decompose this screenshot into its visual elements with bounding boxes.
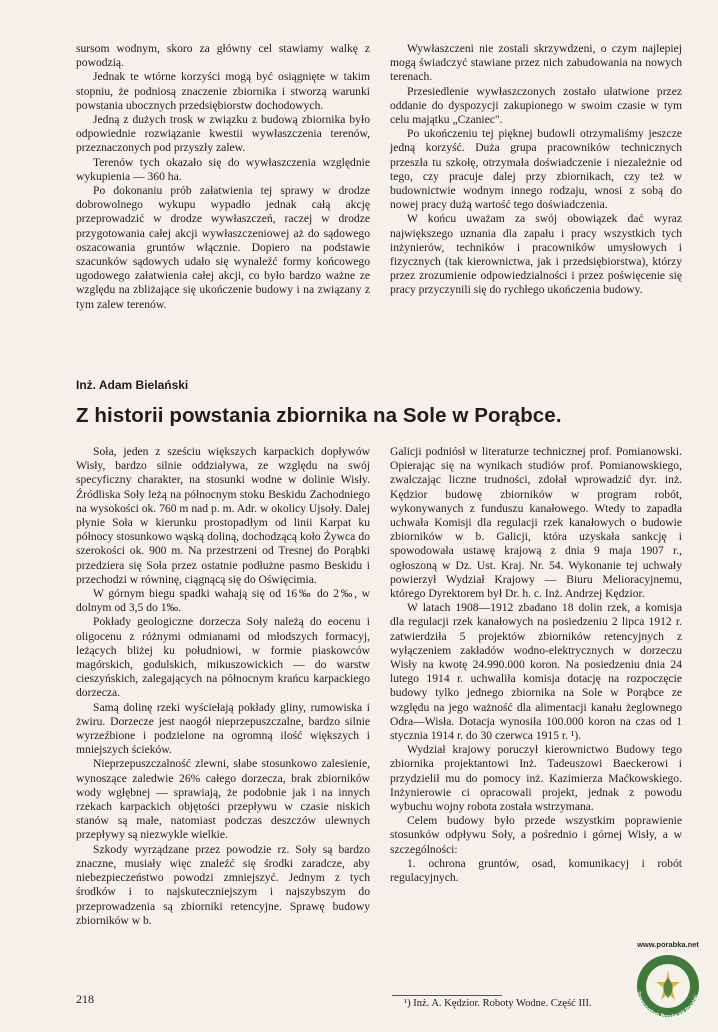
paragraph: Galicji podniósł w literaturze technicznej prof. Pomianowski. Opierając się na wynikach studiów prof. Pomianowskiego, zwalczając liczne trudności, zdołał wprowadzić dyr. inż. Kędzior budowę zbiorników w program robót, wykonywanych z funduszu kanałowego. Wtedy to zapadła uchwała Komisji dla regulacji rzek kanałowych o budowie zbiorników w b. Galicji, która uzyskała sankcję i spowodowała ustawę krajową z dnia 9 maja 1907 r., ogłoszoną w Dz. Ust. Kraj. Nr. 54. Wykonanie tej uchwały powierzył Wydział Krajowy — Biuru Melioracyjnemu, którego Dyrektorem był Dr. h. c. Inż. Andrzej Kędzior. [390,445,682,601]
article-title: Z historii powstania zbiornika na Sole w Porąbce. [76,404,562,427]
paragraph: Szkody wyrządzane przez powodzie rz. Soły są bardzo znaczne, musiały więc znaleźć się środki zaradcze, aby niebezpieczeństwo powodzi zmniejszyć. Jednym z tych środków i to najskuteczniejszym i najszybszym do przeprowadzenia są zbiorniki retencyjne. Sprawę budowy zbiorników w b. [76,842,370,927]
paragraph: W końcu uważam za swój obowiązek dać wyraz największego uznania dla zapału i pracy wszystkich tych inżynierów, techników i pracowników umysłowych i fizycznych (tak kierownictwa, jak i przedsiębiorstwa), którzy przez zrozumienie odpowiedzialności i przez poświęcenie się pracy przyczynili się do rychłego ukończenia budowy. [390,212,682,297]
paragraph: Samą dolinę rzeki wyściełają pokłady gliny, rumowiska i żwiru. Dorzecze jest naogół nieprzepuszczalne, bardzo silnie wyrzeźbione i podzielone na ogromną ilość większych i mniejszych ścieków. [76,700,370,757]
paragraph: Nieprzepuszczalność zlewni, słabe stosunkowo zalesienie, wynoszące zaledwie 26% całego dorzecza, brak zbiorników wody wgłębnej — sprawiają, że podobnie jak i na innych rzekach karpackich objętości przepływu w czasie niskich stanów są małe, natomiast podczas deszczów ulewnych przepływy są niezwykle wielkie. [76,757,370,842]
paragraph: Przesiedlenie wywłaszczonych zostało ułatwione przez oddanie do dyspozycji zakupionego w swoim czasie w tym celu majątku „Czaniec". [390,84,682,127]
logo-ring-text: Towarzystwo Przyjaciół Porąbki [634,991,701,1021]
article-author: Inż. Adam Bielański [76,378,189,392]
text-column-bottom-right [390,445,682,885]
paragraph: Wydział krajowy poruczył kierownictwo Budowy tego zbiornika projektantowi Inż. Tadeuszowi Baeckerowi i przydzielił mu do pomocy inż. Kazimierza Maćkowskiego. Inżynierowie ci opracowali projekt, jednak z powodu wybuchu wojny robota została wstrzymana. [390,743,682,814]
paragraph: Pokłady geologiczne dorzecza Soły należą do eocenu i oligocenu z różnymi odmianami od młodszych formacyj, leżących bliżej ku południowi, w formie piaskowców magórskich, godulskich, mikuszowickich — do warstw cieszyńskich, zalegających na północnym krańcu karpackiego dorzecza. [76,615,370,700]
paragraph: W górnym biegu spadki wahają się od 16‰ do 2‰, w dolnym od 3,5 do 1‰. [76,587,370,615]
paragraph: Celem budowy było przede wszystkim poprawienie stosunków odpływu Soły, a pośrednio i górnej Wisły, a w szczególności: [390,814,682,856]
paragraph: Jednak te wtórne korzyści mogą być osiągnięte w takim stopniu, że podniosą znaczenie zbiornika i stworzą warunki powstania ubocznych przedsiębiorstw dochodowych. [76,70,370,112]
paragraph: W latach 1908—1912 zbadano 18 dolin rzek, a komisja dla regulacji rzek kanałowych na posiedzeniu 2 lipca 1912 r. zatwierdziła 5 projektów zbiorników retencyjnych z wyłączeniem zakładów wodno-elektrycznych w dorzeczu Wisły na kwotę 24.990.000 koron. Na posiedzeniu dnia 24 lutego 1914 r. uchwaliła komisja dotację na rozpoczęcie budowy tylko jednego zbiornika na Sole w Porąbce ze względu na jego ważność dla alimentacji kanału żeglownego Odra—Wisła. Dotacja wynosiła 100.000 koron na czas od 1 stycznia 1914 r. do 30 czerwca 1915 r. ¹). [390,601,682,743]
paragraph: Jedną z dużych trosk w związku z budową zbiornika było odpowiednie rozwiązanie kwestii wywłaszczenia terenów, przeznaczonych pod przyszły zalew. [76,113,370,155]
paragraph: 1. ochrona gruntów, osad, komunikacyj i robót regulacyjnych. [390,856,682,885]
paragraph: sursom wodnym, skoro za główny cel stawiamy walkę z powodzią. [76,42,370,70]
text-column-top-right [390,42,682,298]
footnote: ¹) Inż. A. Kędzior. Roboty Wodne. Część III. [404,998,592,1009]
page-number: 218 [76,992,94,1006]
paragraph: Wywłaszczeni nie zostali skrzywdzeni, o czym najlepiej mogą świadczyć stawiane przez nich zabudowania na nowych terenach. [390,42,682,84]
paragraph: Po ukończeniu tej pięknej budowli otrzymaliśmy jeszcze jedną korzyść. Duża grupa pracowników technicznych przeszła tu szkołę, otrzymała doświadczenie i niezależnie od tego, czy pracuje dalej przy zbiornikach, czy też w budownictwie wodnym innego rodzaju, wnosi z sobą do nowej pracy dużą wartość tego doświadczenia. [390,127,682,212]
footnote-divider [392,995,502,996]
text-column-bottom-left [76,445,370,928]
logo-url-text: www.porabka.net [637,940,699,949]
paragraph: Terenów tych okazało się do wywłaszczenia względnie wykupienia — 360 ha. [76,155,370,183]
society-emblem-icon [626,938,710,1022]
paragraph: Soła, jeden z sześciu większych karpackich dopływów Wisły, bardzo silnie oddziaływa, ze względu na swój specyficzny charakter, na stosunki wodne w dolinie Wisły. Źródliska Soły leżą na północnym stoku Beskidu Zachodniego na wysokości ok. 760 m nad p. m. Adr. w okolicy Ujsoły. Dalej płynie Soła w kierunku prostopadłym od linii Karpat ku północy stosunkowo wąską doliną, dochodzącą koło Żywca do szerokości ok. 900 m. Na przestrzeni od Tresnej do Porąbki przedziera się Soła przez ostatnie podłużne pasmo Beskidu i przechodzi w równinę, ciągnącą się do Oświęcimia. [76,445,370,586]
text-column-top-left [76,42,370,312]
paragraph: Po dokonaniu prób załatwienia tej sprawy w drodze dobrowolnego wykupu wypadło jednak całą akcję przeprowadzić w drodze wywłaszczeń, raczej w drodze przygotowania całej akcji wywłaszczeniowej aż do sądowego oszacowania gruntów włącznie. Dopiero na podstawie szacunków sądowych udało się wynaleźć formy końcowego ugodowego załatwienia całej akcji, co było bardzo ważne ze względu na zbliżające się ukończenie budowy i na związany z tym zalew terenów. [76,184,370,311]
